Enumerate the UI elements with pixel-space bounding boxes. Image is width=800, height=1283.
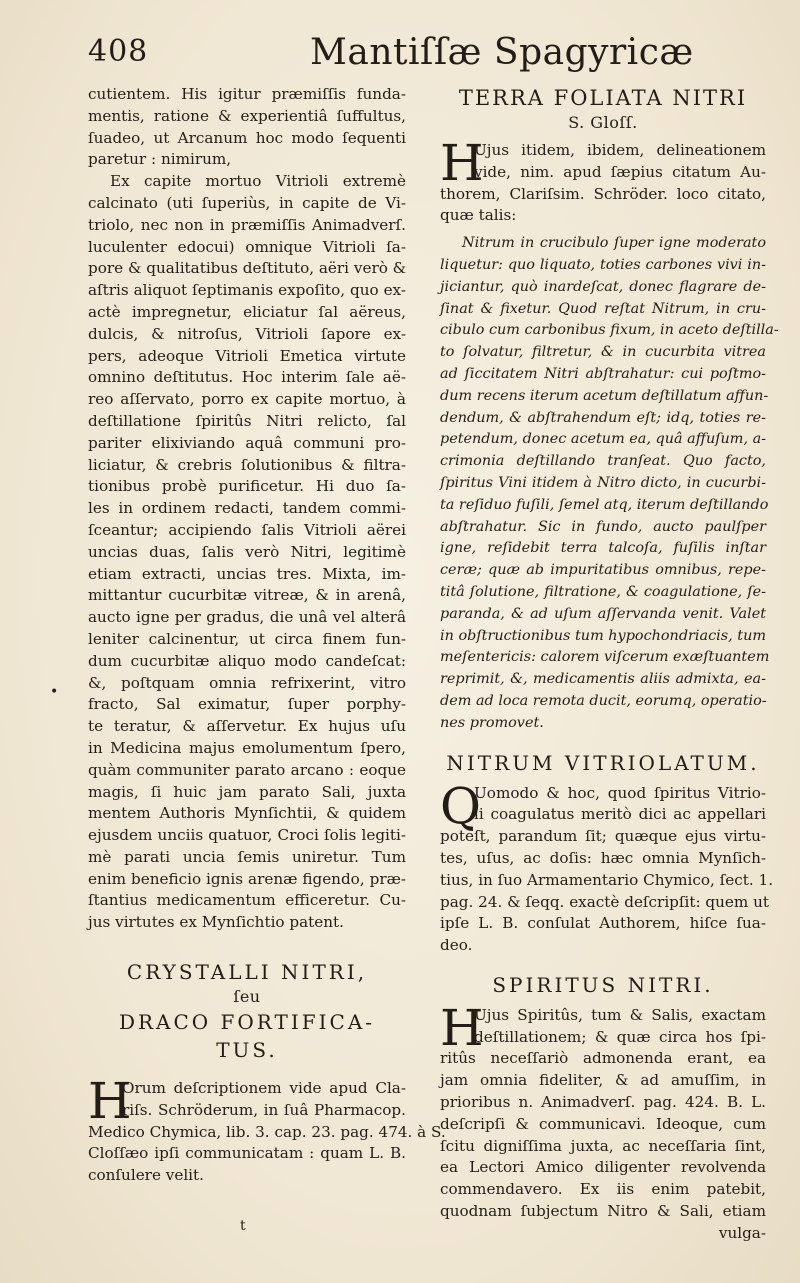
- text-line: riſs. Schröderum, in ſuâ Pharmacop.: [122, 1100, 406, 1119]
- text-line: pariter elixiviando aquâ communi pro-: [88, 433, 406, 452]
- section-heading: TUS.: [216, 1038, 278, 1063]
- drop-cap: H: [440, 998, 484, 1057]
- text-line: deſtillatione ſpiritûs Nitri relicto, ſal: [88, 411, 406, 430]
- text-line: pag. 24. & ſeqq. exactè deſcripſit: quem ut: [440, 892, 770, 911]
- section-heading-source: S. Gloſſ.: [568, 113, 638, 132]
- paragraph-continuation: [88, 84, 406, 171]
- text-line: liciatur, & crebris ſolutionibus & filtra-: [88, 455, 406, 474]
- text-line: deſcripſi & communicavi. Ideoque, cum: [440, 1114, 766, 1133]
- text-line: pore & qualitatibus deſtituto, aëri verò &: [88, 259, 407, 278]
- text-line: actè impregnetur, eliciatur ſal aëreus,: [88, 302, 406, 321]
- section-heading: CRYSTALLI NITRI,: [126, 960, 368, 985]
- text-line: crimonia deſtillando tranſeat. Quo facto,: [440, 453, 766, 470]
- text-line: aucto igne per gradus, die unâ vel alterâ: [88, 608, 406, 627]
- text-line: jam omnia fideliter, & ad amuſſim, in: [440, 1071, 766, 1090]
- text-line: fracto, Sal eximatur, ſuper porphy-: [88, 695, 406, 714]
- text-line: liquetur: quo liquato, toties carbones vivi in-: [440, 256, 766, 273]
- page-number: 408: [88, 34, 149, 69]
- text-line: quodnam ſubjectum Nitro & Sali, etiam: [440, 1202, 766, 1221]
- text-line: paranda, & ad uſum aſſervanda venit. Valet: [440, 605, 766, 622]
- margin-mark: •: [50, 684, 59, 700]
- text-line: jiciantur, quò inardeſcat, donec flagrare de-: [440, 278, 766, 295]
- text-line: ceræ; quæ ab impuritatibus omnibus, repe-: [440, 562, 766, 579]
- text-line: in Medicina majus emolumentum ſpero,: [88, 738, 406, 757]
- text-line: les in ordinem redacti, tandem commi-: [88, 499, 406, 518]
- catchword: vulga-: [718, 1223, 766, 1242]
- text-line: mittantur cucurbitæ vitreæ, & in arenâ,: [88, 586, 406, 605]
- text-line: petendum, donec acetum ea, quâ affuſum, a-: [440, 431, 767, 448]
- text-line: reo aſſervato, porro ex capite mortuo, à: [88, 390, 406, 409]
- text-line: quæ talis:: [440, 206, 517, 225]
- signature-mark: t: [240, 1218, 246, 1234]
- text-line: Uomodo & hoc, quod ſpiritus Vitrio-: [474, 783, 766, 802]
- text-line: te teratur, & aſſervetur. Ex hujus uſu: [88, 717, 406, 736]
- text-line: jus virtutes ex Mynſichtio patent.: [88, 913, 344, 932]
- text-line: cibulo cum carbonibus fixum, in aceto deſtilla-: [440, 322, 779, 339]
- text-line: cutientem. His igitur præmiſſis funda-: [88, 85, 406, 103]
- section-heading-connector: ſeu: [233, 987, 261, 1007]
- paragraph-terra-foliata: [440, 134, 766, 227]
- text-line: ea Lectori Amico diligenter revolvenda: [440, 1158, 766, 1177]
- section-heading: TERRA FOLIATA NITRI: [458, 86, 748, 110]
- text-line: abſtrahatur. Sic in fundo, aucto paulſper: [440, 518, 766, 535]
- text-line: Nitrum in crucibulo ſuper igne moderato: [462, 235, 766, 252]
- text-line: nes promovet.: [440, 714, 544, 731]
- text-line: vide, nim. apud ſæpius citatum Au-: [474, 162, 766, 181]
- paragraph-spiritus-nitri: [440, 998, 766, 1245]
- text-line: ſcitu digniſſima juxta, ac neceſſaria ſint,: [440, 1136, 766, 1155]
- text-line: omnino deſtitutus. Hoc interim ſale aë-: [88, 368, 406, 387]
- paragraph-nitrum-vitriolatum: [440, 776, 774, 957]
- text-line: quàm communiter parato arcano : eoque: [88, 760, 406, 779]
- text-line: paretur : nimirum,: [88, 150, 232, 169]
- text-line: ſinat & fixetur. Quod reſtat Nitrum, in cru-: [440, 300, 766, 317]
- left-column: [88, 84, 446, 1187]
- text-line: Ujus itidem, ibidem, delineationem: [474, 141, 766, 159]
- text-line: dendum, & abſtrahendum eſt; idq, toties re-: [440, 409, 766, 426]
- text-line: dum recens iterum acetum deſtillatum affun-: [440, 387, 769, 404]
- text-line: tes, uſus, ac doſis: hæc omnia Mynſich-: [440, 848, 766, 867]
- text-line: meſentericis: calorem viſcerum exæſtuantem: [440, 649, 770, 666]
- text-line: pers, adeoque Vitrioli Emetica virtute: [88, 346, 406, 365]
- text-line: dem ad loca remota ducit, eorumq, operatio-: [440, 692, 767, 709]
- running-head: [88, 30, 778, 82]
- text-line: ritûs neceſſariò admonenda erant, ea: [440, 1049, 766, 1068]
- text-line: Cloſſæo ipſi communicatam : quam L. B.: [88, 1144, 406, 1163]
- text-line: conſulere velit.: [88, 1166, 204, 1185]
- text-line: etiam extracti, uncias tres. Mixta, im-: [88, 564, 406, 583]
- text-line: in obſtructionibus tum hypochondriacis, tum: [440, 627, 766, 644]
- text-line: dulcis, & nitroſus, Vitrioli ſapore ex-: [88, 324, 406, 343]
- text-line: calcinato (uti ſuperiùs, in capite de Vi-: [88, 193, 406, 212]
- text-line: triolo, nec non in præmiſſis Animadverſ.: [88, 215, 406, 234]
- text-line: prioribus n. Animadverſ. pag. 424. B. L.: [440, 1093, 766, 1112]
- section-heading: SPIRITUS NITRI.: [492, 972, 714, 997]
- text-line: commendavero. Ex iis enim patebit,: [440, 1180, 766, 1199]
- text-line: mentem Authoris Mynſichtii, & quidem: [88, 804, 406, 823]
- text-line: luculenter edocui) omnique Vitrioli ſa-: [88, 237, 406, 256]
- text-line: ſpiritus Vini itidem à Nitro dicto, in cucurbi-: [440, 474, 766, 491]
- text-line: to ſolvatur, filtretur, & in cucurbita vitrea: [440, 344, 766, 361]
- text-line: aſtris aliquot ſeptimanis expoſito, quo ex-: [88, 281, 406, 300]
- section-heading: DRACO FORTIFICA-: [118, 1010, 376, 1035]
- text-line: titâ ſolutione, filtratione, & coagulatione, ſe-: [440, 583, 766, 600]
- paragraph-recipe: [88, 171, 406, 934]
- text-line: li coagulatus meritò dici ac appellari: [474, 805, 766, 824]
- text-line: ſceantur; accipiendo ſalis Vitrioli aërei: [88, 520, 406, 539]
- text-line: Medico Chymica, lib. 3. cap. 23. pag. 474. à S.: [88, 1122, 446, 1141]
- text-line: tionibus probè purificetur. Hi duo ſa-: [88, 477, 406, 496]
- text-line: dum cucurbitæ aliquo modo candeſcat:: [88, 651, 406, 670]
- text-line: deſtillationem; & quæ circa hos ſpi-: [474, 1027, 766, 1046]
- drop-cap: H: [440, 134, 484, 192]
- text-line: magis, ſi huic jam parato Sali, juxta: [88, 782, 406, 801]
- text-line: ipſe L. B. conſulat Authorem, hiſce ſua-: [440, 914, 766, 933]
- text-line: mentis, ratione & experientiâ ſuffultus,: [88, 106, 406, 125]
- text-line: ejusdem unciis quatuor, Croci ſolis legiti-: [88, 826, 406, 845]
- text-line: ſuadeo, ut Arcanum hoc modo ſequenti: [88, 128, 406, 147]
- right-column: [440, 84, 779, 1245]
- drop-cap: H: [88, 1072, 132, 1131]
- quotation-block: [440, 233, 779, 734]
- text-line: Ex capite mortuo Vitrioli extremè: [110, 172, 406, 191]
- text-line: tius, in ſuo Armamentario Chymico, ſect. 1.: [440, 870, 774, 889]
- text-line: thorem, Clariſsim. Schröder. loco citato,: [440, 184, 766, 203]
- section-heading: NITRUM VITRIOLATUM.: [446, 750, 760, 775]
- text-line: Ujus Spiritûs, tum & Salis, exactam: [474, 1005, 766, 1024]
- text-line: Orum deſcriptionem vide apud Cla-: [122, 1079, 406, 1098]
- text-line: mè parati uncia ſemis uniretur. Tum: [88, 847, 406, 866]
- text-line: deo.: [440, 936, 473, 955]
- drop-cap: Q: [440, 776, 481, 835]
- text-line: igne, reſidebit terra talcoſa, fuſilis inſtar: [440, 540, 766, 557]
- text-line: ad ſiccitatem Nitri abſtrahatur: cui poſtmo-: [440, 365, 766, 382]
- text-line: poteſt, parandum ſit; quæque ejus virtu-: [440, 827, 766, 846]
- text-line: ſtantius medicamentum efficeretur. Cu-: [88, 891, 406, 910]
- text-line: ta reſiduo fuſili, ſemel atq, iterum deſtillando: [440, 496, 769, 513]
- text-line: leniter calcinentur, ut circa finem fun-: [88, 629, 406, 648]
- text-line: uncias duas, ſalis verò Nitri, legitimè: [88, 542, 406, 561]
- paragraph-crystalli: [88, 1072, 446, 1187]
- text-line: &, poſtquam omnia refrixerint, vitro: [88, 673, 406, 692]
- text-line: enim beneficio ignis arenæ figendo, præ-: [88, 869, 406, 888]
- text-line: reprimit, &, medicamentis aliis admixta, ea-: [440, 671, 766, 688]
- running-title: Mantiſſæ Spagyricæ: [310, 32, 694, 73]
